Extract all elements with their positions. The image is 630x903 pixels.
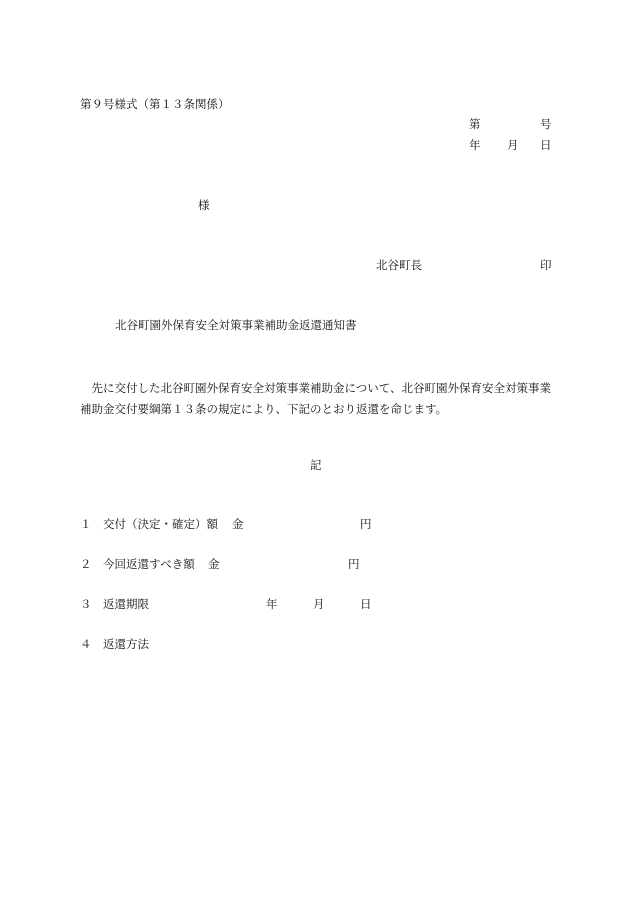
item-label: 返還期限 (103, 597, 149, 611)
amount-unit: 円 (348, 557, 360, 571)
deadline-day: 日 (360, 597, 372, 611)
document-number-prefix: 第 (469, 117, 481, 131)
item-label: 今回返還すべき額 (103, 557, 195, 571)
issue-date-year: 年 (469, 138, 481, 152)
document-number-suffix: 号 (540, 117, 552, 131)
amount-prefix: 金 (208, 557, 220, 571)
item-number: ４ (80, 637, 92, 651)
deadline-year: 年 (266, 597, 278, 611)
item-number: ３ (80, 597, 92, 611)
item-label: 返還方法 (103, 637, 149, 651)
item-label: 交付（決定・確定）額 (103, 517, 218, 531)
item-number: １ (80, 517, 92, 531)
deadline-month: 月 (313, 597, 325, 611)
item-number: ２ (80, 557, 92, 571)
amount-prefix: 金 (232, 517, 244, 531)
seal-mark: 印 (540, 258, 552, 272)
issue-date-month: 月 (507, 138, 519, 152)
amount-unit: 円 (360, 517, 372, 531)
issuer-name: 北谷町長 (376, 258, 422, 272)
issue-date-day: 日 (540, 138, 552, 152)
form-number: 第９号様式（第１３条関係） (80, 97, 230, 111)
document-title: 北谷町園外保育安全対策事業補助金返還通知書 (115, 318, 357, 332)
recipient-honorific: 様 (198, 198, 210, 212)
ki-heading: 記 (310, 458, 322, 472)
body-paragraph: 先に交付した北谷町園外保育安全対策事業補助金について、北谷町園外保育安全対策事業補助金交付要綱第１３条の規定により、下記のとおり返還を命じます。 (80, 381, 552, 416)
